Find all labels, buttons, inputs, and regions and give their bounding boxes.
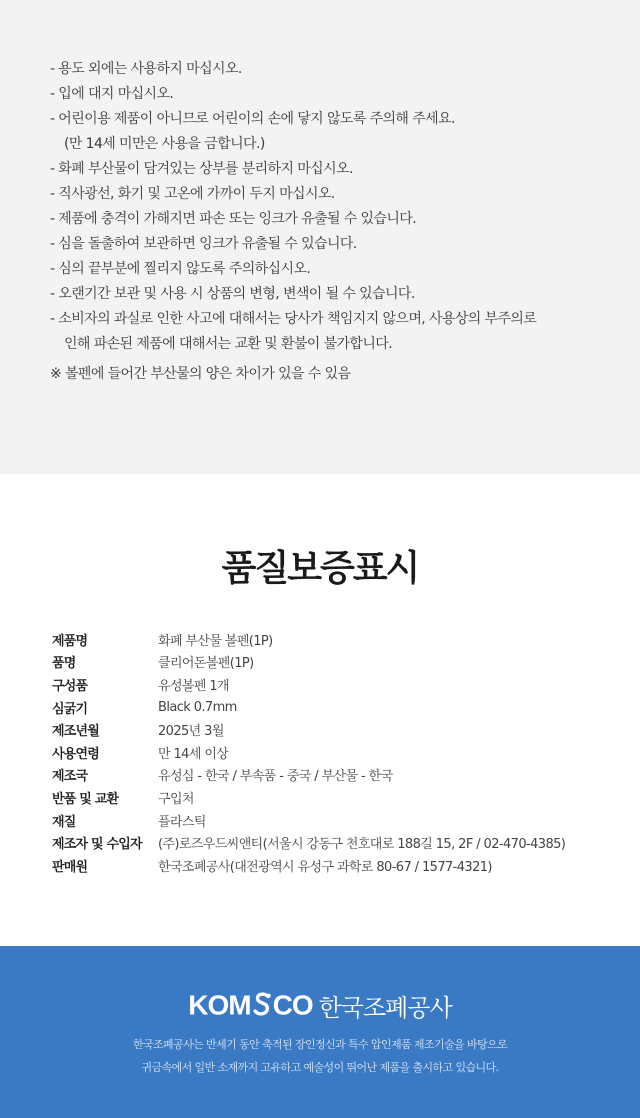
spec-label: 판매원 [52, 859, 88, 875]
caution-item: - 소비자의 과실로 인한 사고에 대해서는 당사가 책임지지 않으며, 사용상의 부주의로 [50, 311, 537, 327]
brand-description-line: 귀금속에서 일반 소재까지 고유하고 예술성이 뛰어난 제품을 출시하고 있습니다. [141, 1061, 499, 1074]
spec-row [52, 718, 612, 741]
spec-value: 2025년 3월 [158, 724, 224, 740]
caution-item: 인해 파손된 제품에 대해서는 교환 및 환불이 불가합니다. [64, 336, 393, 352]
logo-s-icon [252, 991, 272, 1021]
spec-row [52, 786, 612, 809]
spec-value: 유성볼펜 1개 [158, 678, 229, 694]
spec-label: 심굵기 [52, 701, 88, 717]
spec-row [52, 764, 612, 787]
spec-row [52, 673, 612, 696]
spec-label: 제조국 [52, 769, 88, 785]
spec-label: 품명 [52, 656, 76, 672]
spec-row [52, 831, 612, 854]
quality-title: 품질보증표시 [221, 548, 419, 589]
spec-table [52, 628, 612, 877]
brand-footer [0, 946, 640, 1118]
caution-item: - 제품에 충격이 가해지면 파손 또는 잉크가 유출될 수 있습니다. [50, 211, 417, 227]
spec-value: 화폐 부산물 볼펜(1P) [158, 633, 273, 649]
spec-value: (주)로즈우드씨앤티(서울시 강동구 천호대로 188길 15, 2F / 02-470-4385) [158, 837, 566, 853]
caution-item: (만 14세 미만은 사용을 금합니다.) [64, 136, 265, 152]
spec-row [52, 651, 612, 674]
cautions-list [50, 57, 610, 357]
spec-value: 클리어돈볼펜(1P) [158, 656, 254, 672]
caution-item: - 직사광선, 화기 및 고온에 가까이 두지 마십시오. [50, 186, 335, 202]
spec-row [52, 854, 612, 877]
caution-item: - 화폐 부산물이 담겨있는 상부를 분리하지 마십시오. [50, 161, 353, 177]
spec-value: 만 14세 이상 [158, 746, 229, 762]
spec-label: 반품 및 교환 [52, 791, 119, 807]
spec-label: 제품명 [52, 633, 88, 649]
caution-item: - 심을 돌출하여 보관하면 잉크가 유출될 수 있습니다. [50, 236, 357, 252]
caution-item: - 심의 끝부분에 찔리지 않도록 주의하십시오. [50, 261, 311, 277]
spec-label: 재질 [52, 814, 76, 830]
spec-label: 제조년월 [52, 724, 100, 740]
spec-row [52, 696, 612, 719]
caution-item: - 용도 외에는 사용하지 마십시오. [50, 61, 242, 77]
spec-value: 한국조폐공사(대전광역시 유성구 과학로 80-67 / 1577-4321) [158, 859, 492, 875]
brand-description [0, 1033, 640, 1079]
spec-value: Black 0.7mm [158, 699, 237, 715]
spec-row [52, 628, 612, 651]
brand-description-line: 한국조폐공사는 반세기 동안 축적된 장인정신과 특수 압인제품 제조기술을 바탕으로 [132, 1038, 508, 1051]
spec-row [52, 741, 612, 764]
logo-text-right: CO [272, 989, 313, 1021]
spec-value: 유성심 - 한국 / 부속품 - 중국 / 부산물 - 한국 [158, 769, 393, 785]
logo-text-left: KOM [188, 989, 251, 1021]
spec-value: 플라스틱 [158, 814, 206, 830]
spec-value: 구입처 [158, 791, 194, 807]
caution-item: - 입에 대지 마십시오. [50, 86, 174, 102]
spec-label: 구성품 [52, 678, 88, 694]
caution-item: - 오랜기간 보관 및 사용 시 상품의 변형, 변색이 될 수 있습니다. [50, 286, 415, 302]
cautions-section [0, 0, 640, 474]
quality-section [0, 474, 640, 946]
caution-note: ※ 볼펜에 들어간 부산물의 양은 차이가 있을 수 있음 [50, 366, 351, 382]
spec-label: 제조자 및 수입자 [52, 837, 142, 853]
caution-item: - 어린이용 제품이 아니므로 어린이의 손에 닿지 않도록 주의해 주세요. [50, 111, 455, 127]
spec-row [52, 809, 612, 832]
komsco-logo [0, 988, 640, 1023]
brand-korean-name: 한국조폐공사 [318, 994, 452, 1022]
spec-label: 사용연령 [52, 746, 100, 762]
